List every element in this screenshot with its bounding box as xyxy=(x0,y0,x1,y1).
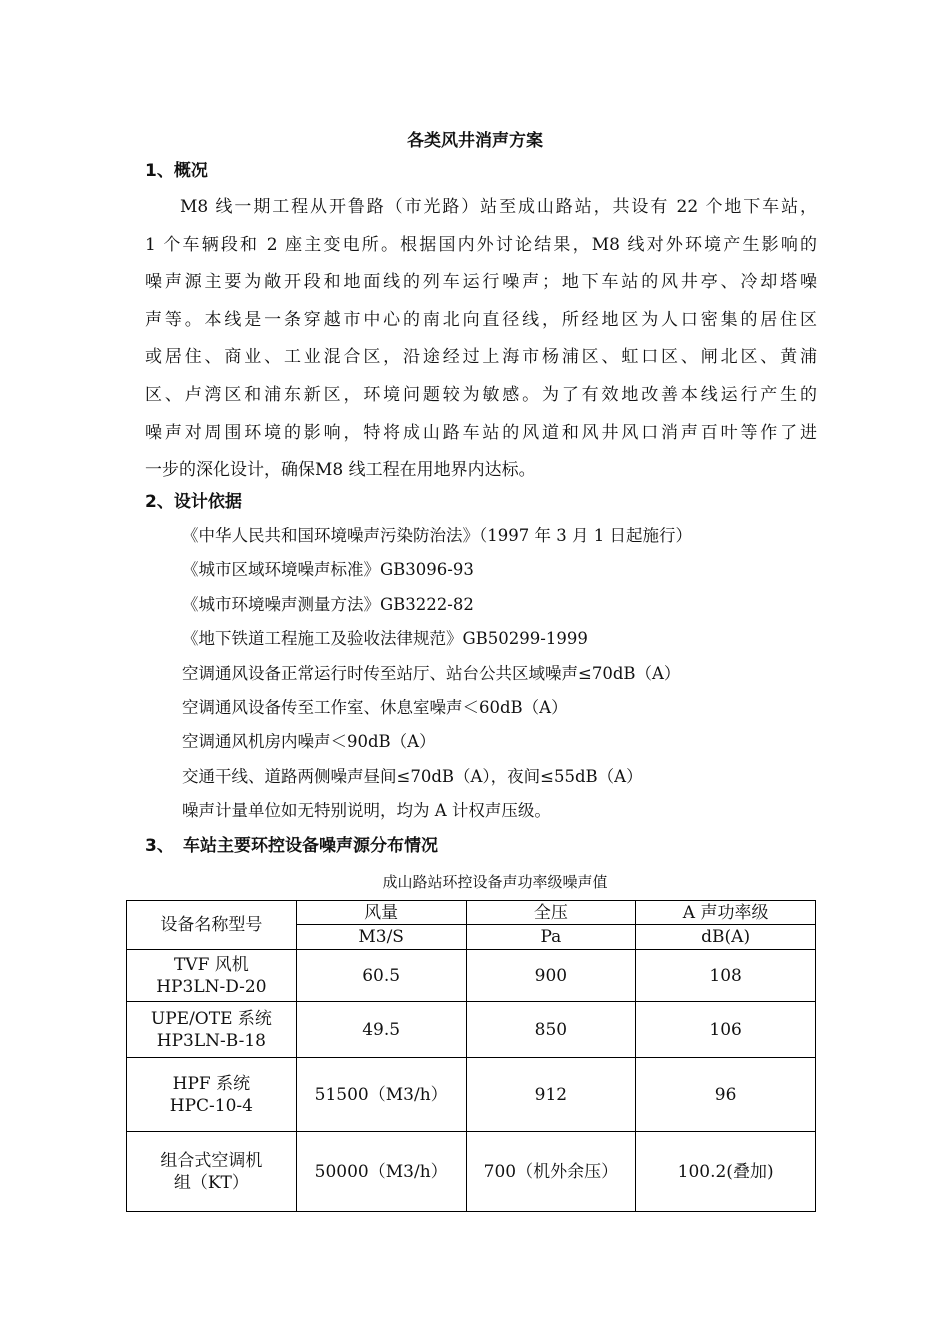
paragraph-line: 噪声对周围环境的影响，特将成山路车站的风道和风井风口消声百叶等作了进 xyxy=(145,422,817,443)
paragraph-line: 声等。本线是一条穿越市中心的南北向直径线，所经地区为人口密集的居住区 xyxy=(145,309,817,330)
section-number: 1、 xyxy=(145,161,174,181)
airflow-cell: 51500（M3/h） xyxy=(296,1058,466,1132)
document-title: 各类风井消声方案 xyxy=(407,131,543,151)
pressure-cell: 700（机外余压） xyxy=(466,1132,636,1212)
table-header-row xyxy=(127,901,816,925)
header-cell-sound-power: A 声功率级 xyxy=(636,901,816,925)
header-cell-pressure: 全压 xyxy=(466,901,636,925)
sound-power-cell: 96 xyxy=(636,1058,816,1132)
sound-power-cell: 100.2(叠加) xyxy=(636,1132,816,1212)
airflow-cell: 49.5 xyxy=(296,1002,466,1058)
section-title: 设计依据 xyxy=(173,492,242,512)
equipment-model: HPC-10-4 xyxy=(169,1095,253,1116)
section-title: 车站主要环控设备噪声源分布情况 xyxy=(183,836,438,856)
unit-cell-pressure: Pa xyxy=(466,925,636,950)
pressure-cell: 850 xyxy=(466,1002,636,1058)
reference-item: 噪声计量单位如无特别说明，均为 A 计权声压级。 xyxy=(182,801,551,821)
reference-item: 《中华人民共和国环境噪声污染防治法》（1997 年 3 月 1 日起施行） xyxy=(182,526,692,545)
airflow-cell: 50000（M3/h） xyxy=(296,1132,466,1212)
reference-list xyxy=(182,525,692,835)
equipment-cell xyxy=(127,1058,297,1132)
equipment-name: UPE/OTE 系统 xyxy=(150,1008,272,1029)
section-title: 概况 xyxy=(173,161,208,181)
reference-item: 空调通风机房内噪声＜90dB（A） xyxy=(182,732,436,752)
reference-item: 空调通风设备正常运行时传至站厅、站台公共区域噪声≤70dB（A） xyxy=(182,663,681,683)
reference-item: 《地下铁道工程施工及验收法律规范》GB50299-1999 xyxy=(182,629,588,649)
paragraph-line: 或居住、商业、工业混合区，沿途经过上海市杨浦区、虹口区、闸北区、黄浦 xyxy=(145,347,817,368)
equipment-name: HPF 系统 xyxy=(172,1073,251,1094)
section-number: 2、 xyxy=(145,492,174,512)
paragraph-line: M8 线一期工程从开鲁路（市光路）站至成山路站，共设有 22 个地下车站， xyxy=(180,197,817,217)
reference-item: 《城市环境噪声测量方法》GB3222-82 xyxy=(182,594,474,614)
table-row xyxy=(127,950,816,1002)
section-number: 3、 xyxy=(145,836,174,856)
equipment-cell xyxy=(127,1002,297,1058)
equipment-model: HP3LN-D-20 xyxy=(156,976,267,997)
section-heading-noise-sources xyxy=(145,835,438,857)
paragraph-line: 一步的深化设计，确保M8 线工程在用地界内达标。 xyxy=(145,460,536,481)
equipment-cell xyxy=(127,950,297,1002)
table-row xyxy=(127,1132,816,1212)
section-heading-overview xyxy=(145,160,208,182)
overview-paragraph xyxy=(145,196,817,497)
table-row xyxy=(127,1058,816,1132)
pressure-cell: 900 xyxy=(466,950,636,1002)
paragraph-line: 区、卢湾区和浦东新区，环境问题较为敏感。为了有效地改善本线运行产生的 xyxy=(145,384,817,405)
pressure-cell: 912 xyxy=(466,1058,636,1132)
header-cell-equipment: 设备名称型号 xyxy=(127,901,297,950)
table-caption: 成山路站环控设备声功率级噪声值 xyxy=(382,873,608,891)
unit-cell-airflow: M3/S xyxy=(296,925,466,950)
paragraph-line: 1 个车辆段和 2 座主变电所。根据国内外讨论结果，M8 线对外环境产生影响的 xyxy=(145,234,817,255)
equipment-noise-table xyxy=(126,900,816,1212)
airflow-cell: 60.5 xyxy=(296,950,466,1002)
sound-power-cell: 106 xyxy=(636,1002,816,1058)
table-row xyxy=(127,1002,816,1058)
reference-item: 交通干线、道路两侧噪声昼间≤70dB（A），夜间≤55dB（A） xyxy=(182,766,643,786)
equipment-model: HP3LN-B-18 xyxy=(156,1030,266,1051)
equipment-name: 组合式空调机 xyxy=(160,1150,263,1171)
reference-item: 空调通风设备传至工作室、休息室噪声＜60dB（A） xyxy=(182,697,568,717)
paragraph-line: 噪声源主要为敞开段和地面线的列车运行噪声；地下车站的风井亭、冷却塔噪 xyxy=(145,272,817,293)
equipment-name: TVF 风机 xyxy=(173,954,249,975)
equipment-model: 组（KT） xyxy=(173,1172,249,1193)
sound-power-cell: 108 xyxy=(636,950,816,1002)
equipment-cell xyxy=(127,1132,297,1212)
section-heading-design-basis xyxy=(145,491,242,513)
header-cell-airflow: 风量 xyxy=(296,901,466,925)
unit-cell-sound-power: dB(A) xyxy=(636,925,816,950)
reference-item: 《城市区域环境噪声标准》GB3096-93 xyxy=(182,560,474,580)
